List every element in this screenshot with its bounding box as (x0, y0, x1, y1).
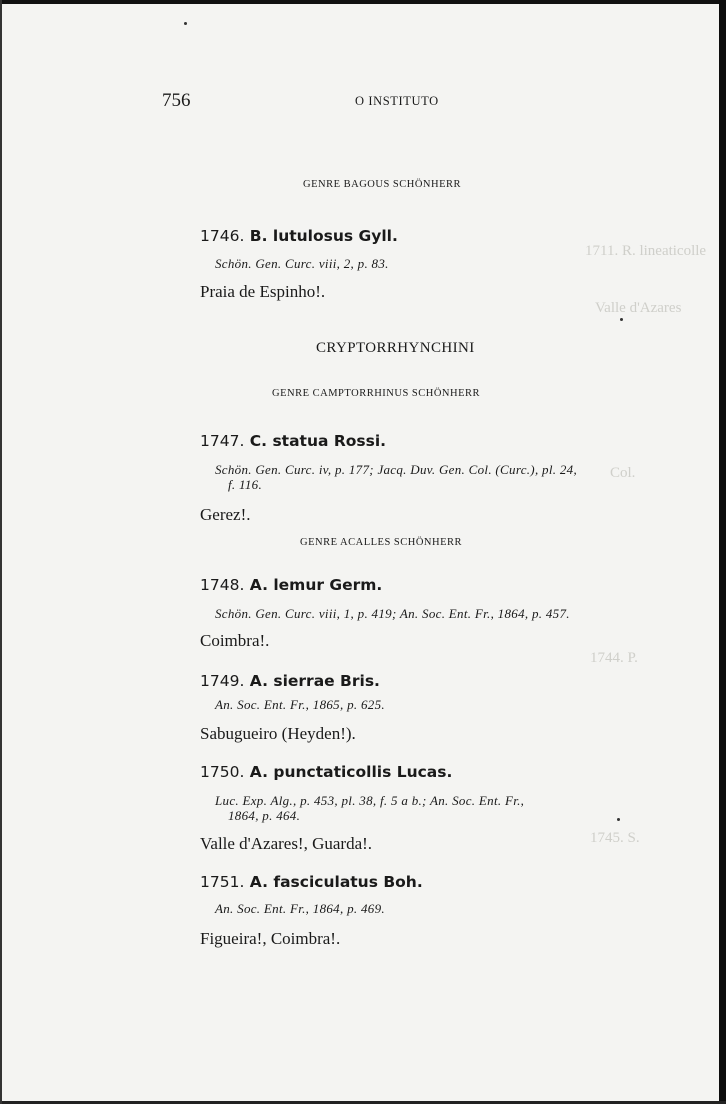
reference-line: Schön. Gen. Curc. iv, p. 177; Jacq. Duv. Gen. Col. (Curc.), pl. 24, (215, 462, 578, 477)
genre-heading-camptorrhinus: GENRE CAMPTORRHINUS SCHÖNHERR (272, 388, 481, 399)
entry-number: 1747. (200, 432, 245, 450)
reference-line: An. Soc. Ent. Fr., 1865, p. 625. (215, 697, 385, 712)
reference-line: Schön. Gen. Curc. viii, 1, p. 419; An. Soc. Ent. Fr., 1864, p. 457. (215, 606, 570, 621)
locality: Valle d'Azares!, Guarda!. (200, 834, 373, 853)
entry-number: 1746. (200, 227, 245, 245)
reference-line: f. 116. (228, 477, 262, 492)
genre-heading-bagous: GENRE BAGOUS SCHÖNHERR (303, 179, 462, 190)
tribe-heading: CRYPTORRHYNCHINI (316, 340, 475, 356)
species-1747 (200, 432, 386, 450)
bleed-through-text: Col. (610, 465, 636, 481)
running-title: O INSTITUTO (355, 94, 439, 108)
scan-border-left (0, 0, 2, 1104)
reference-line: 1864, p. 464. (228, 808, 301, 823)
bleed-through-text: Valle d'Azares (595, 300, 682, 316)
genre-heading-acalles: GENRE ACALLES SCHÖNHERR (300, 537, 463, 548)
locality: Praia de Espinho!. (200, 282, 326, 301)
scan-border-right (719, 0, 726, 1104)
species-1749 (200, 672, 380, 690)
locality: Sabugueiro (Heyden!). (200, 724, 356, 743)
locality: Figueira!, Coimbra!. (200, 929, 341, 948)
reference-line: Luc. Exp. Alg., p. 453, pl. 38, f. 5 a b.; An. Soc. Ent. Fr., (215, 793, 525, 808)
bleed-through-text: 1744. P. (590, 650, 638, 666)
species-name: A. sierrae Bris. (249, 672, 380, 690)
bleed-through-text: 1745. S. (590, 830, 640, 846)
page-number: 756 (162, 90, 191, 111)
species-name: A. punctaticollis Lucas. (249, 763, 453, 781)
entry-number: 1751. (200, 873, 245, 891)
locality: Coimbra!. (200, 631, 270, 650)
scan-border-top (0, 0, 726, 4)
speck (617, 818, 620, 821)
reference-line: An. Soc. Ent. Fr., 1864, p. 469. (215, 901, 385, 916)
species-name: B. lutulosus Gyll. (249, 227, 398, 245)
speck (184, 22, 187, 25)
speck (620, 318, 623, 321)
species-name: C. statua Rossi. (249, 432, 387, 450)
bleed-through-text: 1711. R. lineaticolle (585, 243, 707, 259)
species-1750 (200, 763, 452, 781)
species-name: A. fasciculatus Boh. (249, 873, 423, 891)
entry-number: 1750. (200, 763, 245, 781)
species-1748 (200, 576, 382, 594)
entry-number: 1749. (200, 672, 245, 690)
reference-line: Schön. Gen. Curc. viii, 2, p. 83. (215, 256, 389, 271)
entry-number: 1748. (200, 576, 245, 594)
species-1746 (200, 227, 398, 245)
locality: Gerez!. (200, 505, 251, 524)
species-1751 (200, 873, 423, 891)
species-name: A. lemur Germ. (249, 576, 383, 594)
